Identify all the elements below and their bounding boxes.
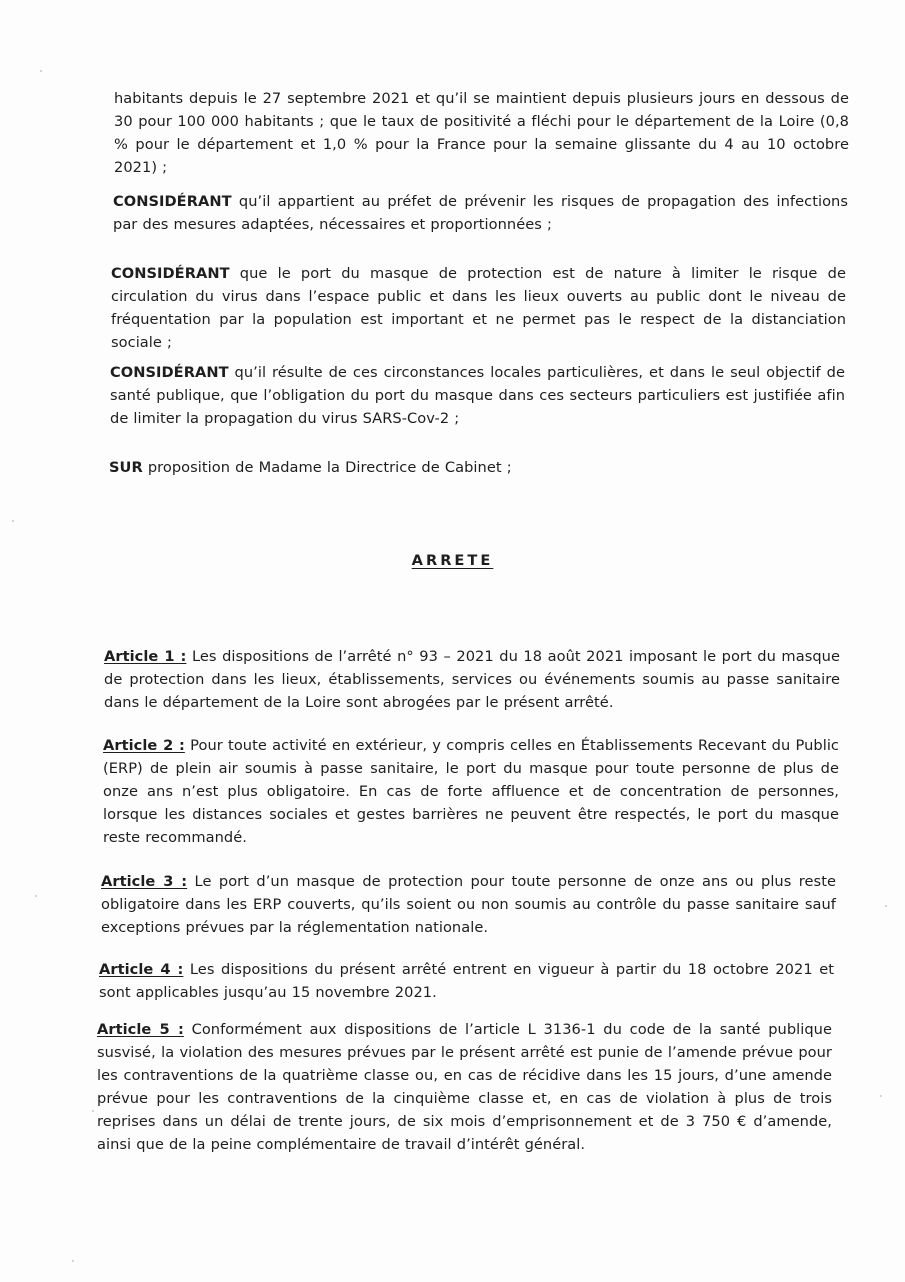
scan-speck <box>72 1260 74 1262</box>
scan-speck <box>12 520 14 522</box>
article-3-label: Article 3 : <box>101 873 188 890</box>
scan-speck <box>40 70 42 72</box>
intro-continuation-text: habitants depuis le 27 septembre 2021 et qu’il se maintient depuis plusieurs jours en dessous de 30 pour 100 000 habitants ; que le taux de positivité a fléchi pour le département de la Loire (0,8 % pour le département et 1,0 % pour la France pour la semaine glissante du 4 au 10 octobre 2021) ; <box>114 90 849 176</box>
considerant-keyword-1: CONSIDÉRANT <box>113 193 232 210</box>
article-4-paragraph <box>99 958 834 1004</box>
scan-speck <box>92 1110 94 1112</box>
article-5-text: Conformément aux dispositions de l’article L 3136-1 du code de la santé publique susvisé, la violation des mesures prévues par le présent arrêté est punie de l’amende prévue pour les contraventions de la quatrième classe ou, en cas de récidive dans les 15 jours, d’une amende prévue pour les contraventions de la cinquième classe et, en cas de violation à plus de trois reprises dans un délai de trente jours, de six mois d’emprisonnement et de 3 750 € d’amende, ainsi que de la peine complémentaire de travail d’intérêt général. <box>97 1021 832 1153</box>
decision-title: ARRETE <box>411 552 494 569</box>
considerant-keyword-3: CONSIDÉRANT <box>110 364 229 381</box>
article-5-label: Article 5 : <box>97 1021 184 1038</box>
article-5-paragraph <box>97 1018 832 1156</box>
intro-continuation-paragraph <box>114 87 849 179</box>
article-1-paragraph <box>104 645 840 714</box>
article-1-label: Article 1 : <box>104 648 187 665</box>
considerant-paragraph-1 <box>113 190 848 236</box>
article-2-label: Article 2 : <box>103 737 185 754</box>
sur-keyword: SUR <box>109 459 143 476</box>
considerant-text-2: que le port du masque de protection est de nature à limiter le risque de circulation du virus dans l’espace public et dans les lieux ouverts au public dont le niveau de fréquentation par la population est important et ne permet pas le respect de la distanciation sociale ; <box>111 265 846 351</box>
considerant-paragraph-3 <box>110 361 845 430</box>
sur-proposition-paragraph <box>109 456 844 479</box>
article-3-paragraph <box>101 870 836 939</box>
scan-speck <box>885 905 887 907</box>
article-3-text: Le port d’un masque de protection pour toute personne de onze ans ou plus reste obligatoire dans les ERP couverts, qu’ils soient ou non soumis au contrôle du passe sanitaire sauf exceptions prévues par la réglementation nationale. <box>101 873 836 936</box>
scan-speck <box>880 1095 882 1097</box>
considerant-paragraph-2 <box>111 262 846 354</box>
considerant-keyword-2: CONSIDÉRANT <box>111 265 230 282</box>
scan-speck <box>35 895 37 897</box>
considerant-text-3: qu’il résulte de ces circonstances locales particulières, et dans le seul objectif de santé publique, que l’obligation du port du masque dans ces secteurs particuliers est justifiée afin de limiter la propagation du virus SARS-Cov-2 ; <box>110 364 845 427</box>
sur-text: proposition de Madame la Directrice de Cabinet ; <box>142 459 512 476</box>
article-4-text: Les dispositions du présent arrêté entrent en vigueur à partir du 18 octobre 2021 et sont applicables jusqu’au 15 novembre 2021. <box>99 961 834 1001</box>
article-1-text: Les dispositions de l’arrêté n° 93 – 2021 du 18 août 2021 imposant le port du masque de protection dans les lieux, établissements, services ou événements soumis au passe sanitaire dans le département de la Loire sont abrogées par le présent arrêté. <box>104 648 840 711</box>
article-4-label: Article 4 : <box>99 961 184 978</box>
article-2-paragraph <box>103 734 839 849</box>
considerant-text-1: qu’il appartient au préfet de prévenir les risques de propagation des infections par des mesures adaptées, nécessaires et proportionnées ; <box>113 193 848 233</box>
article-2-text: Pour toute activité en extérieur, y compris celles en Établissements Recevant du Public (ERP) de plein air soumis à passe sanitaire, le port du masque pour toute personne de plus de onze ans n’est plus obligatoire. En cas de forte affluence et de concentration de personnes, lorsque les distances sociales et gestes barrières ne peuvent être respectés, le port du masque reste recommandé. <box>103 737 839 846</box>
